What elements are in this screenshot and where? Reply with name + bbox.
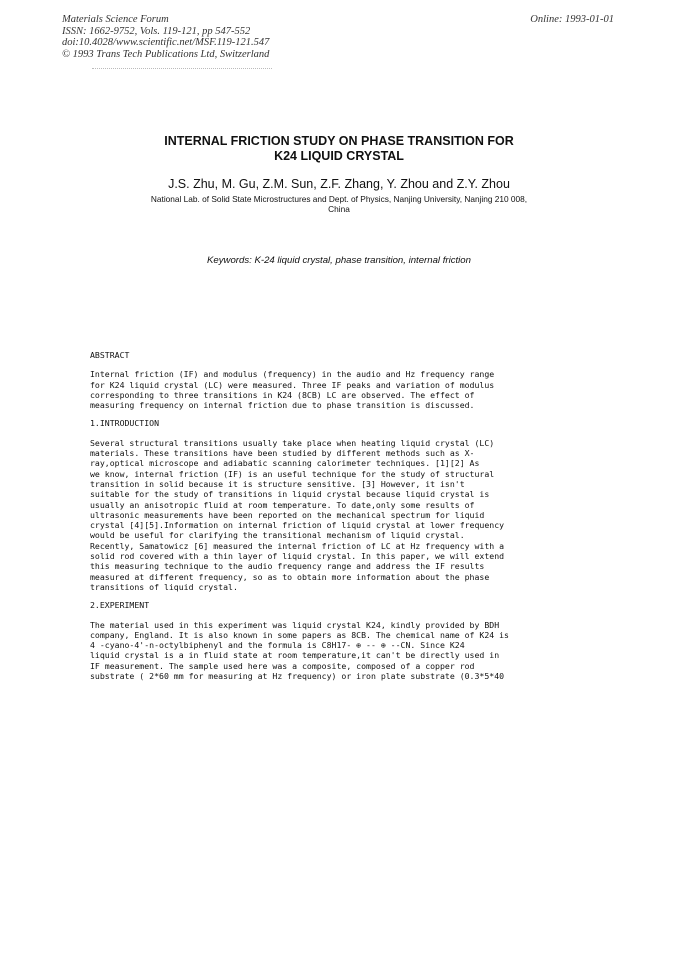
experiment-paragraph bbox=[90, 620, 608, 682]
author-list: J.S. Zhu, M. Gu, Z.M. Sun, Z.F. Zhang, Y. Zhou and Z.Y. Zhou bbox=[168, 177, 510, 191]
journal-header bbox=[62, 14, 269, 60]
text-line: we know, internal friction (IF) is an useful technique for the study of structural bbox=[90, 468, 495, 479]
issn-line: ISSN: 1662-9752, Vols. 119-121, pp 547-552 bbox=[62, 25, 251, 37]
copyright-line: © 1993 Trans Tech Publications Ltd, Switzerland bbox=[62, 48, 270, 60]
text-line: suitable for the study of transitions in liquid crystal because liquid crystal is bbox=[90, 489, 490, 500]
text-line: IF measurement. The sample used here was a composite, composed of a copper rod bbox=[90, 660, 475, 671]
online-date: Online: 1993-01-01 bbox=[530, 14, 614, 25]
affiliation-line-2: China bbox=[328, 204, 350, 214]
text-line: 4 -cyano-4'-n-octylbiphenyl and the formula is C8H17- ⊕ -- ⊕ --CN. Since K24 bbox=[90, 640, 465, 651]
text-line: would be useful for clarifying the transitional mechanism of liquid crystal. bbox=[90, 530, 465, 541]
keywords: Keywords: K-24 liquid crystal, phase transition, internal friction bbox=[207, 255, 471, 266]
text-line: this measuring technique to the audio frequency range and address the IF results bbox=[90, 561, 485, 572]
introduction-heading: 1.INTRODUCTION bbox=[90, 418, 160, 429]
text-line: solid rod covered with a thin layer of liquid crystal. In this paper, we will extend bbox=[90, 551, 505, 562]
text-line: transition in solid because it is structure sensitive. [3] However, it isn't bbox=[90, 478, 465, 489]
text-line: crystal [4][5].Information on internal friction of liquid crystal at lower frequency bbox=[90, 520, 505, 531]
abstract-paragraph bbox=[90, 369, 608, 410]
text-line: Recently, Samatowicz [6] measured the internal friction of LC at Hz frequency with a bbox=[90, 540, 505, 551]
text-line: ray,optical microscope and adiabatic scanning calorimeter techniques. [1][2] As bbox=[90, 458, 480, 469]
paper-title bbox=[0, 134, 678, 164]
title-line-1: INTERNAL FRICTION STUDY ON PHASE TRANSITION FOR bbox=[164, 134, 514, 148]
affiliation bbox=[0, 194, 678, 214]
text-line: transitions of liquid crystal. bbox=[90, 581, 238, 592]
text-line: company, England. It is also known in some papers as 8CB. The chemical name of K24 is bbox=[90, 629, 509, 640]
text-line: Internal friction (IF) and modulus (frequency) in the audio and Hz frequency range bbox=[90, 369, 495, 380]
journal-name: Materials Science Forum bbox=[62, 14, 169, 25]
text-line: measuring frequency on internal friction due to phase transition is discussed. bbox=[90, 400, 475, 411]
title-line-2: K24 LIQUID CRYSTAL bbox=[274, 149, 404, 163]
scan-artifact bbox=[92, 68, 272, 71]
text-line: measured at different frequency, so as to obtain more information about the phase bbox=[90, 571, 490, 582]
text-line: Several structural transitions usually take place when heating liquid crystal (LC) bbox=[90, 437, 495, 448]
text-line: ultrasonic measurements have been reported on the mechanical spectrum for liquid bbox=[90, 509, 485, 520]
abstract-heading: ABSTRACT bbox=[90, 350, 130, 360]
doi-line: doi:10.4028/www.scientific.net/MSF.119-121.547 bbox=[62, 37, 270, 48]
text-line: The material used in this experiment was liquid crystal K24, kindly provided by BDH bbox=[90, 619, 500, 630]
text-line: for K24 liquid crystal (LC) were measured. Three IF peaks and variation of modulus bbox=[90, 379, 495, 390]
introduction-paragraph bbox=[90, 438, 608, 592]
text-line: usually an anisotropic fluid at room temperature. To date,only some results of bbox=[90, 499, 475, 510]
text-line: substrate ( 2*60 mm for measuring at Hz frequency) or iron plate substrate (0.3*5*40 bbox=[90, 671, 505, 682]
affiliation-line-1: National Lab. of Solid State Microstructures and Dept. of Physics, Nanjing University, Nanjing 210 008, bbox=[150, 194, 528, 204]
body-text bbox=[90, 350, 608, 689]
text-line: materials. These transitions have been studied by different methods such as X- bbox=[90, 448, 475, 459]
experiment-heading: 2.EXPERIMENT bbox=[90, 600, 150, 611]
text-line: corresponding to three transitions in K24 (8CB) LC are observed. The effect of bbox=[90, 389, 475, 400]
text-line: liquid crystal is a in fluid state at room temperature,it can't be directly used in bbox=[90, 650, 500, 661]
